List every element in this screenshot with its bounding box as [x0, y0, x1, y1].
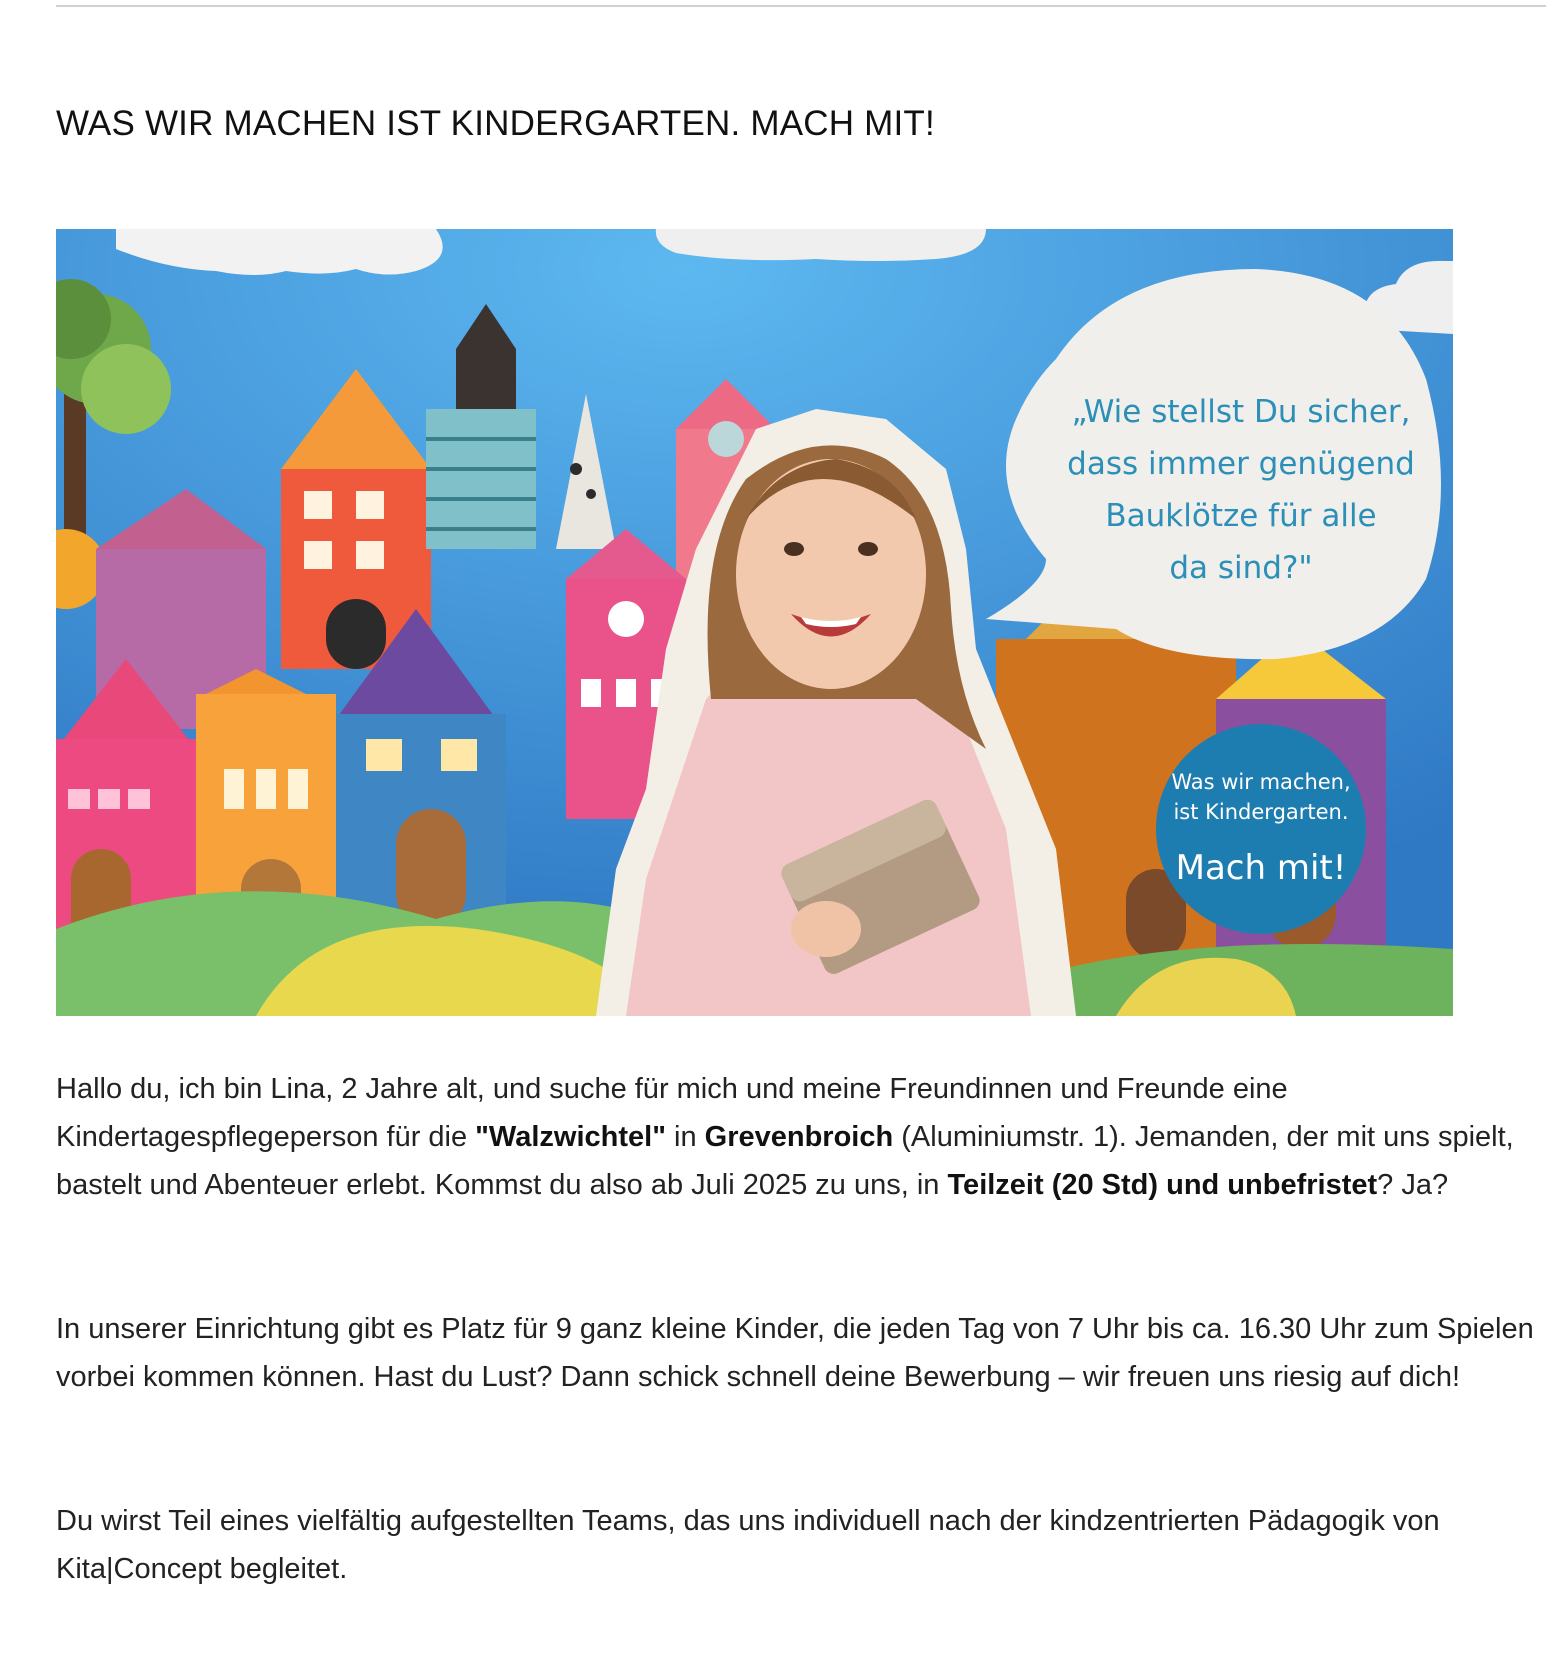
intro-paragraph: Hallo du, ich bin Lina, 2 Jahre alt, und suche für mich und meine Freundinnen und Freunde eine Kindertagespflegeperson für die "Walzwichtel" in Grevenbroich (Aluminiumstr. 1). Jemanden, der mit uns spielt, bastelt und Abenteuer erlebt. Kommst du also ab Juli 2025 zu uns, in Teilzeit (20 Std) und unbefristet? Ja?	[56, 1073, 1514, 1201]
badge-line: Mach mit!	[1175, 848, 1347, 888]
speech-bubble-line: da sind?"	[1169, 550, 1313, 586]
bold-facility-name: "Walzwichtel"	[475, 1121, 666, 1153]
paper-town-illustration	[56, 229, 1453, 1016]
speech-bubble-line: Bauklötze für alle	[1105, 498, 1377, 534]
facility-paragraph: In unserer Einrichtung gibt es Platz für 9 ganz kleine Kinder, die jeden Tag von 7 Uhr bis ca. 16.30 Uhr zum Spielen vorbei kommen können. Hast du Lust? Dann schick schnell deine Bewerbung – wir freuen uns riesig auf dich!	[56, 1313, 1534, 1393]
bold-city: Grevenbroich	[704, 1121, 894, 1153]
cloud	[656, 229, 986, 261]
bold-employment-type: Teilzeit (20 Std) und unbefristet	[947, 1169, 1378, 1201]
top-divider	[56, 5, 1546, 7]
speech-bubble-line: „Wie stellst Du sicher,	[1071, 394, 1411, 430]
speech-bubble-line: dass immer genügend	[1067, 446, 1415, 482]
badge-line: ist Kindergarten.	[1173, 800, 1349, 824]
slogan-badge	[1156, 724, 1366, 934]
badge-line: Was wir machen,	[1171, 770, 1351, 794]
page-headline: WAS WIR MACHEN IST KINDERGARTEN. MACH MIT!	[56, 104, 935, 143]
hero-image	[56, 229, 1453, 1016]
team-paragraph: Du wirst Teil eines vielfältig aufgestellten Teams, das uns individuell nach der kindzentrierten Pädagogik von Kita|Concept begleitet.	[56, 1505, 1440, 1585]
